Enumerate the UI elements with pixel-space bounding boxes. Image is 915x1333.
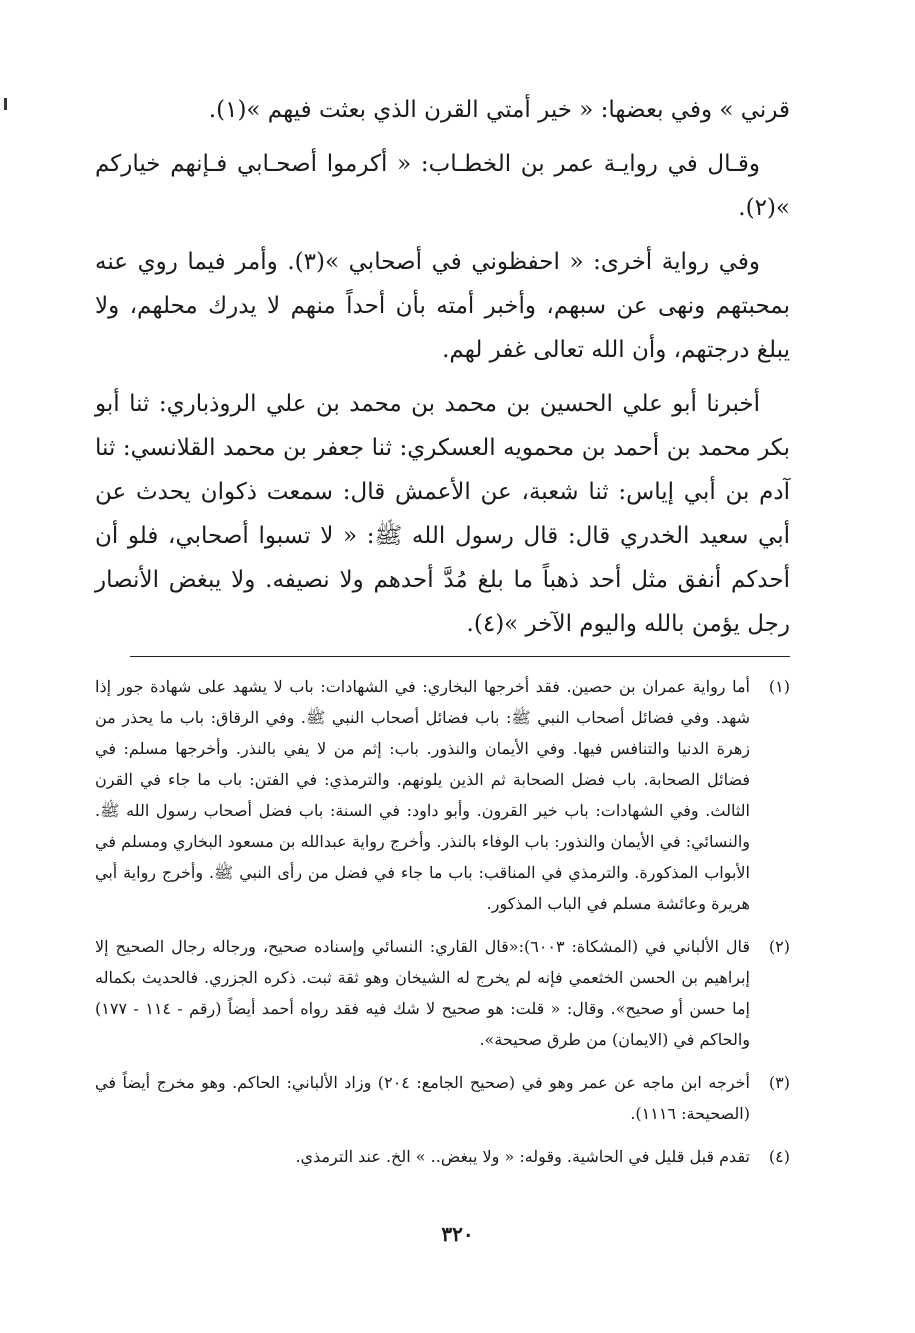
footnote-text: تقدم قبل قليل في الحاشية. وقوله: « ولا يبغض.. » الخ. عند الترمذي. <box>295 1147 750 1166</box>
main-text <box>95 88 790 646</box>
footnote-number: (٢) <box>768 937 790 956</box>
paragraph-1: قرني » وفي بعضها: « خير أمتي القرن الذي بعثت فيهم »(١). <box>208 97 790 123</box>
footnote-separator <box>130 656 790 657</box>
footnote-3 <box>95 1067 790 1129</box>
footnote-text: أما رواية عمران بن حصين. فقد أخرجها البخاري: في الشهادات: باب لا يشهد على شهادة جور إذا شهد. وفي فضائل أصحاب النبي ﷺ: باب فضائل أصحاب النبي ﷺ. وفي الرقاق: باب ما يحذر من زهرة الدنيا والتنافس فيها. وفي الأيمان والنذور. باب: إثم من لا يفي بالنذر. وأخرجها مسلم: في فضائل الصحابة. باب فضل الصحابة ثم الذين يلونهم. والترمذي: في الفتن: باب ما جاء في القرن الثالث. وفي الشهادات: باب خير القرون. وأبو داود: في السنة: باب فضل أصحاب رسول الله ﷺ. والنسائي: في الأيمان والنذور: باب الوفاء بالنذر. وأخرج رواية عبدالله بن مسعود البخاري ومسلم في الأبواب المذكورة. والترمذي في المناقب: باب ما جاء في فضل من رأى النبي ﷺ. وأخرج رواية أبي هريرة وعائشة مسلم في الباب المذكور. <box>95 677 751 913</box>
footnote-number: (٤) <box>768 1147 790 1166</box>
footnote-number: (٣) <box>768 1073 790 1092</box>
footnote-number: (١) <box>768 677 790 696</box>
paragraph-3: وفي رواية أخرى: « احفظوني في أصحابي »(٣). وأمر فيما روي عنه بمحبتهم ونهى عن سبهم، وأخبر أمته بأن أحداً منهم لا يدرك محلهم، ولا يبلغ درجتهم، وأن الله تعالى غفر لهم. <box>95 249 790 363</box>
footnotes <box>95 671 790 1172</box>
footnote-4 <box>95 1141 790 1172</box>
paragraph-2: وقـال في روايـة عمر بن الخطـاب: « أكرموا أصحـابي فـإنهم خياركم »(٢). <box>95 151 790 221</box>
margin-mark <box>4 98 7 110</box>
footnote-1 <box>95 671 790 919</box>
footnote-text: أخرجه ابن ماجه عن عمر وهو في (صحيح الجامع: ٢٠٤) وزاد الألباني: الحاكم. وهو مخرج أيضاً في (الصحيحة: ١١١٦). <box>95 1073 751 1123</box>
page-number: ٣٢٠ <box>441 1222 474 1246</box>
paragraph-4: أخبرنا أبو علي الحسين بن محمد بن محمد بن علي الروذباري: ثنا أبو بكر محمد بن أحمد بن محمويه العسكري: ثنا جعفر بن محمد القلانسي: ثنا آدم بن أبي إياس: ثنا شعبة، عن الأعمش قال: سمعت ذكوان يحدث عن أبي سعيد الخدري قال: قال رسول الله ﷺ: « لا تسبوا أصحابي، فلو أن أحدكم أنفق مثل أحد ذهباً ما بلغ مُدَّ أحدهم ولا نصيفه. ولا يبغض الأنصار رجل يؤمن بالله واليوم الآخر »(٤). <box>95 391 790 637</box>
footnote-2 <box>95 931 790 1055</box>
footnote-text: قال الألباني في (المشكاة: ٦٠٠٣):«قال القاري: النسائي وإسناده صحيح، ورجاله رجال الصحيح إلا إبراهيم بن الحسن الخثعمي فإنه لم يخرج له الشيخان وهو ثقة ثبت. ذكره الجزري. فالحديث بكماله إما حسن أو صحيح». وقال: « قلت: هو صحيح لا شك فيه فقد رواه أحمد أيضاً (رقم - ١١٤ - ١٧٧) والحاكم في (الايمان) من طرق صحيحة». <box>95 937 750 1049</box>
page-body <box>95 88 790 1184</box>
